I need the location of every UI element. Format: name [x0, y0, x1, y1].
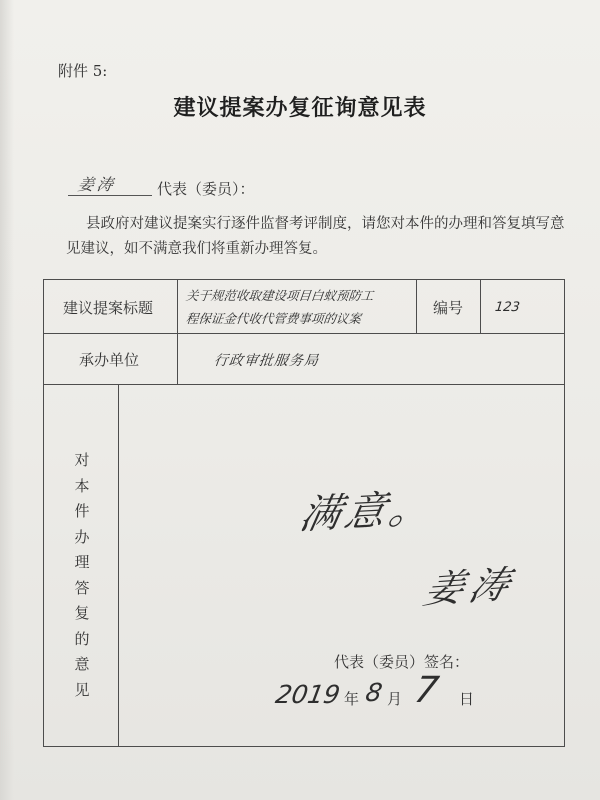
name-underline [68, 195, 152, 196]
opinion-label: 对本件办理答复的意见 [74, 451, 90, 699]
intro-paragraph: 县政府对建议提案实行逐件监督考评制度，请您对本件的办理和答复填写意见建议，如不满意我们将重新办理答复。 [66, 216, 565, 257]
handwritten-opinion: 满意。 [296, 485, 439, 539]
table-column-divider [177, 280, 178, 384]
proposal-title-value-line2: 程保证金代收代管费事项的议案 [185, 311, 362, 326]
agency-value: 行政审批服务局 [213, 353, 320, 369]
date-day-suffix: 日 [459, 690, 475, 708]
handwritten-representative-name: 姜涛 [76, 175, 118, 194]
table-column-divider [416, 280, 417, 333]
table-row-divider [44, 384, 564, 385]
handwritten-date-year: 2019 [273, 680, 343, 709]
salutation-line [68, 175, 368, 202]
handwritten-date-month: 8 [363, 678, 385, 707]
number-label: 编号 [433, 299, 464, 317]
date-year-suffix: 年 [344, 690, 360, 708]
date-month-suffix: 月 [387, 690, 403, 708]
handwritten-date-day: 7 [411, 670, 442, 711]
proposal-title-value-line1: 关于规范收取建设项目白蚁预防工 [185, 288, 375, 303]
table-row-divider [44, 333, 564, 334]
handwritten-signature: 姜涛 [419, 561, 521, 613]
table-column-divider [480, 280, 481, 333]
opinion-form-table [43, 279, 565, 747]
attachment-label: 附件 5: [58, 62, 108, 80]
salutation-suffix: 代表（委员）： [157, 180, 255, 198]
proposal-title-label: 建议提案标题 [63, 299, 154, 317]
number-value: 123 [494, 300, 521, 315]
form-title: 建议提案办复征询意见表 [173, 95, 427, 121]
agency-label: 承办单位 [79, 351, 140, 369]
date-row [273, 670, 475, 718]
signature-label: 代表（委员）签名： [334, 653, 470, 671]
table-column-divider [118, 384, 119, 746]
